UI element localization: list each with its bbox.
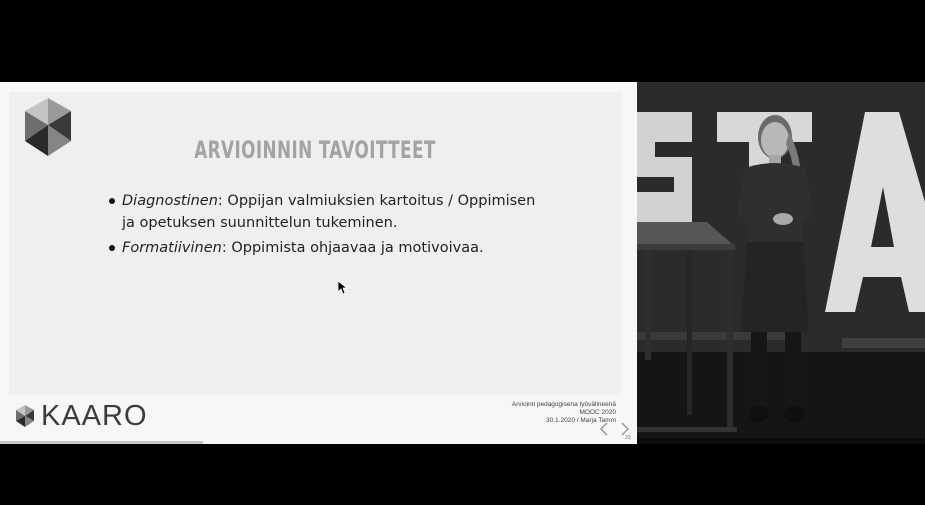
slide-content bbox=[9, 92, 621, 395]
mouse-pointer-icon bbox=[338, 281, 348, 295]
previous-slide-chevron-icon[interactable] bbox=[598, 422, 610, 436]
bullet-text: : Oppimista ohjaavaa ja motivoivaa. bbox=[221, 240, 484, 256]
list-item bbox=[109, 237, 549, 259]
bullet-list bbox=[109, 190, 549, 262]
bullet-term: Formatiivinen bbox=[122, 240, 222, 256]
hexagon-cube-mark-icon bbox=[14, 405, 36, 427]
next-slide-chevron-icon[interactable] bbox=[619, 422, 631, 436]
footer-course-code: MOOC 2020 bbox=[579, 409, 616, 416]
slide-page-number: 23 bbox=[625, 435, 631, 441]
bullet-text: : Oppijan valmiuksien kartoitus / Oppimisen ja opetuksen suunnittelun tukeminen. bbox=[122, 193, 536, 231]
bullet-term: Diagnostinen bbox=[122, 193, 218, 209]
slide-pane[interactable] bbox=[0, 82, 637, 444]
video-frame bbox=[637, 82, 925, 444]
kaaro-logo bbox=[14, 400, 148, 432]
hexagon-cube-logo-icon bbox=[21, 98, 75, 158]
list-item bbox=[109, 190, 549, 234]
footer-date-author: 30.1.2020 / Marja Tamm bbox=[546, 417, 616, 424]
logo-wordmark: KAARO bbox=[41, 399, 148, 432]
speaker-video[interactable] bbox=[637, 82, 925, 444]
slide-progress-bar bbox=[0, 441, 203, 444]
footer-course-title: Arviointi pedagogisena työvälineenä bbox=[511, 401, 616, 408]
slide-title: ARVIOINNIN TAVOITTEET bbox=[194, 136, 436, 164]
